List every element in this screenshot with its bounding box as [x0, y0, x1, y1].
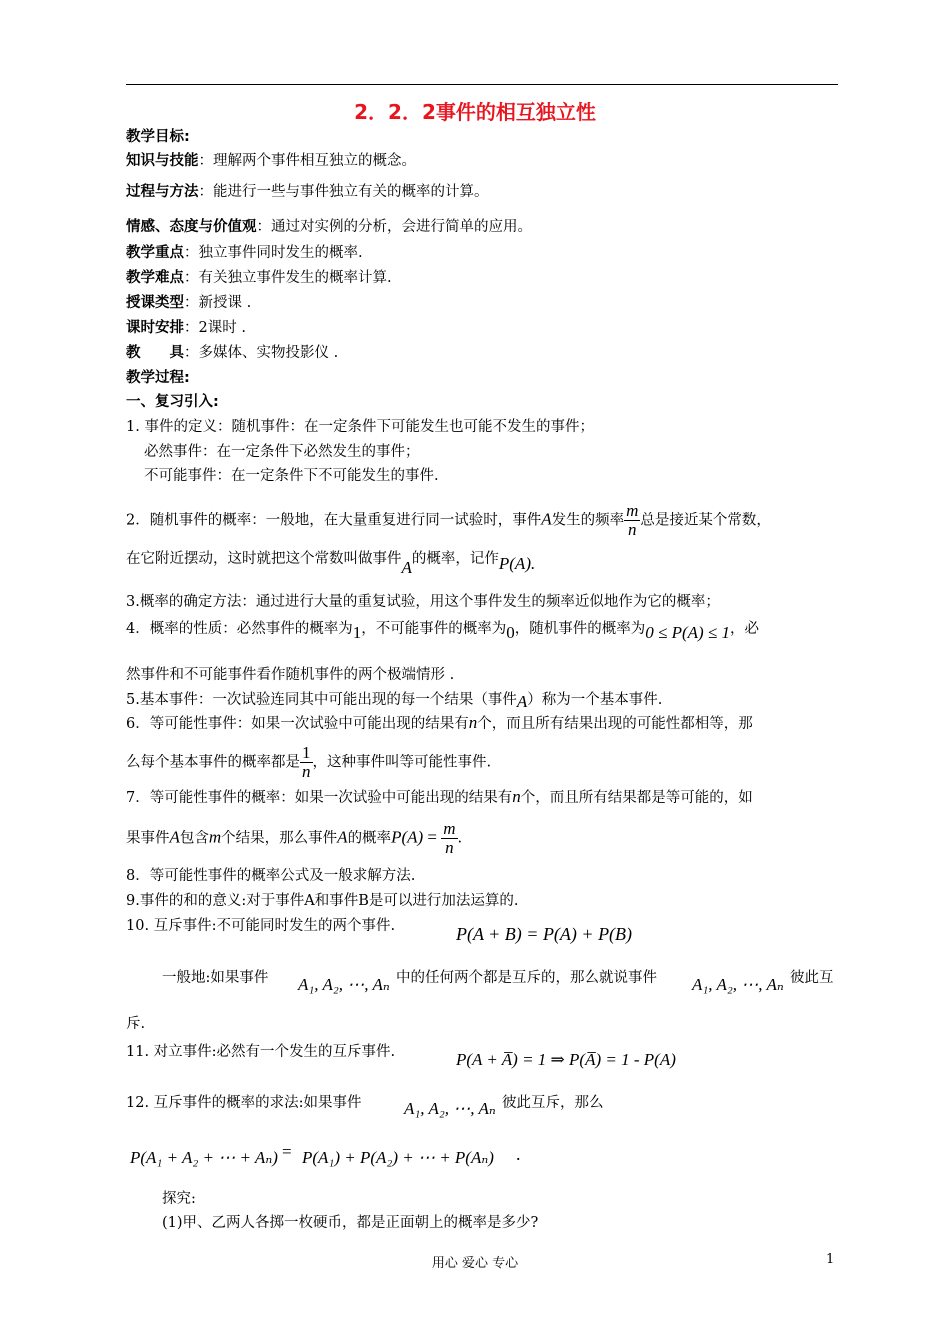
item-7b-text4: 的概率: [347, 830, 392, 847]
item-6a-text2: 个，而且所有结果出现的可能性都相等，那: [477, 716, 753, 732]
emotion-text: ：通过对实例的分析，会进行简单的应用。: [256, 219, 532, 235]
event-a-symbol: A: [169, 827, 180, 847]
emotion-label: 情感、态度与价值观: [126, 219, 257, 235]
schedule-line: [126, 318, 246, 338]
knowledge-text: ：理解两个事件相互独立的概念。: [198, 153, 416, 169]
item-4a-text1: 4．概率的性质：必然事件的概率为: [126, 621, 353, 637]
period: .: [457, 830, 463, 847]
fraction-numerator: m: [443, 819, 456, 838]
probability-pa: P(A).: [498, 554, 536, 573]
event-a-symbol: A: [401, 558, 412, 577]
sum-formula-dot: .: [516, 1144, 521, 1164]
sum-formula-equals: =: [282, 1142, 292, 1161]
page-title: 2．2．2事件的相互独立性: [354, 100, 596, 124]
item-10b-text1: 一般地:如果事件: [162, 970, 269, 986]
item-3: 3.概率的确定方法：通过进行大量的重复试验，用这个事件发生的频率近似地作为它的概率；: [126, 594, 720, 610]
key-line: [126, 243, 363, 263]
item-12-text1: 12. 互斥事件的概率的求法:如果事件: [126, 1095, 362, 1111]
item-1c: 不可能事件：在一定条件下不可能发生的事件.: [144, 468, 439, 484]
key-text: ：独立事件同时发生的概率.: [184, 245, 363, 261]
event-sequence: A₁, A₂, ⋯, Aₙ: [298, 975, 390, 994]
fraction-denominator: n: [302, 762, 311, 781]
item-4a: [126, 618, 759, 642]
knowledge-line: [126, 151, 416, 171]
process-line: [126, 182, 489, 202]
item-2a-text2: 发生的频率: [551, 512, 625, 529]
probability-pa: P(A): [391, 827, 424, 847]
tools-label: 教 具: [126, 345, 184, 361]
item-10c: 斥.: [126, 1016, 146, 1032]
item-2b-text1: 在它附近摆动，这时就把这个常数叫做事件: [126, 551, 402, 567]
objectives-heading: 教学目标:: [126, 129, 190, 145]
fraction-m-over-n: [624, 502, 640, 539]
item-10b-text2: 中的任何两个都是互斥的，那么就说事件: [396, 970, 657, 986]
item-7b-text2: 包含: [179, 830, 209, 847]
item-6b-text2: ，这种事件叫等可能性事件.: [312, 754, 492, 771]
item-10: 10. 互斥事件:不可能同时发生的两个事件.: [126, 918, 396, 934]
explore-heading: 探究:: [162, 1191, 196, 1207]
item-7a: [126, 787, 753, 808]
process-text: ：能进行一些与事件独立有关的概率的计算。: [198, 184, 489, 200]
item-7b-text3: 个结果，那么事件: [221, 830, 338, 847]
value-zero: 0: [506, 623, 515, 642]
item-5: [126, 689, 662, 710]
item-1a: 1. 事件的定义：随机事件：在一定条件下可能发生也可能不发生的事件；: [126, 419, 594, 435]
page-number: 1: [826, 1252, 835, 1267]
item-4a-text3: ，随机事件的概率为: [514, 621, 646, 637]
item-7b-text1: 果事件: [126, 830, 170, 847]
item-7a-text1: 7．等可能性事件的概率：如果一次试验中可能出现的结果有: [126, 790, 513, 806]
item-6b: [126, 744, 491, 781]
sum-formula-right: P(A₁) + P(A₂) + ⋯ + P(Aₙ): [302, 1148, 494, 1167]
n-symbol: n: [512, 787, 521, 806]
fraction-1-over-n: [300, 744, 313, 781]
key-label: 教学重点: [126, 245, 184, 261]
difficulty-label: 教学难点: [126, 270, 184, 286]
item-7b: 果事件A包含m个结果，那么事件A的概率P(A) = $\frac{m}{n}$ .: [126, 819, 463, 857]
n-symbol: n: [468, 713, 478, 732]
process-heading: 教学过程:: [126, 370, 190, 386]
difficulty-line: [126, 268, 392, 288]
event-a-symbol: A: [516, 692, 528, 711]
fraction-denominator: n: [628, 520, 637, 539]
addition-formula: P(A + B) = P(A) + P(B): [456, 924, 633, 944]
sum-formula-left: P(A₁ + A₂ + ⋯ + Aₙ): [130, 1148, 278, 1167]
probability-range: 0 ≤ P(A) ≤ 1: [645, 623, 730, 642]
item-6a-text1: 6．等可能性事件：如果一次试验中可能出现的结果有: [126, 716, 469, 732]
type-text: ：新授课 .: [184, 295, 252, 311]
header-rule: [126, 84, 838, 85]
item-1b: 必然事件：在一定条件下必然发生的事件；: [144, 444, 420, 460]
review-heading: 一、复习引入:: [126, 394, 219, 410]
knowledge-label: 知识与技能: [126, 153, 199, 169]
event-a-symbol: A: [337, 827, 348, 847]
difficulty-text: ：有关独立事件发生的概率计算.: [184, 270, 392, 286]
schedule-text: ：2课时 .: [184, 320, 246, 336]
item-12-text2: 彼此互斥，那么: [502, 1095, 604, 1111]
item-6b-text1: 么每个基本事件的概率都是: [126, 754, 300, 771]
m-symbol: m: [208, 827, 222, 847]
item-7a-text2: 个，而且所有结果都是等可能的，如: [520, 790, 753, 806]
event-a-symbol: A: [541, 509, 552, 529]
item-2b: [126, 548, 536, 577]
item-6a: [126, 713, 753, 734]
item-4a-text2: ，不可能事件的概率为: [361, 621, 507, 637]
event-sequence: A₁, A₂, ⋯, Aₙ: [692, 975, 784, 994]
item-11: 11. 对立事件:必然有一个发生的互斥事件.: [126, 1044, 396, 1060]
fraction-denominator: n: [445, 838, 454, 857]
item-10b-text3: 彼此互: [790, 970, 834, 986]
tools-line: [126, 343, 338, 363]
item-2a: [126, 502, 771, 539]
emotion-line: [126, 217, 532, 237]
item-2a-text1: 2．随机事件的概率：一般地，在大量重复进行同一试验时，事件: [126, 512, 542, 529]
page-footer: 用心 爱心 专心: [431, 1256, 519, 1271]
value-one: 1: [352, 623, 362, 642]
item-5-text2: ）称为一个基本事件.: [527, 692, 663, 708]
fraction-m-over-n: [441, 820, 457, 857]
fraction-numerator: 1: [302, 743, 311, 762]
item-2a-text3: 总是接近某个常数，: [640, 512, 771, 529]
item-8: 8．等可能性事件的概率公式及一般求解方法.: [126, 868, 416, 884]
fraction-numerator: m: [626, 501, 639, 520]
tools-text: ：多媒体、实物投影仪 .: [184, 345, 339, 361]
item-5-text1: 5.基本事件：一次试验连同其中可能出现的每一个结果（事件: [126, 692, 517, 708]
schedule-label: 课时安排: [126, 320, 184, 336]
item-9: 9.事件的和的意义:对于事件A和事件B是可以进行加法运算的.: [126, 893, 519, 909]
type-label: 授课类型: [126, 295, 184, 311]
item-2b-text2: 的概率，记作: [411, 551, 499, 567]
type-line: [126, 293, 251, 313]
item-4b: 然事件和不可能事件看作随机事件的两个极端情形 .: [126, 667, 455, 683]
event-sequence: A₁, A₂, ⋯, Aₙ: [404, 1099, 496, 1118]
question-1: (1)甲、乙两人各掷一枚硬币，都是正面朝上的概率是多少?: [162, 1215, 539, 1231]
complement-formula: P(A + A̅) = 1 ⇒ P(A̅) = 1 - P(A): [456, 1050, 676, 1069]
item-4a-text4: ，必: [730, 621, 759, 637]
process-label: 过程与方法: [126, 184, 199, 200]
